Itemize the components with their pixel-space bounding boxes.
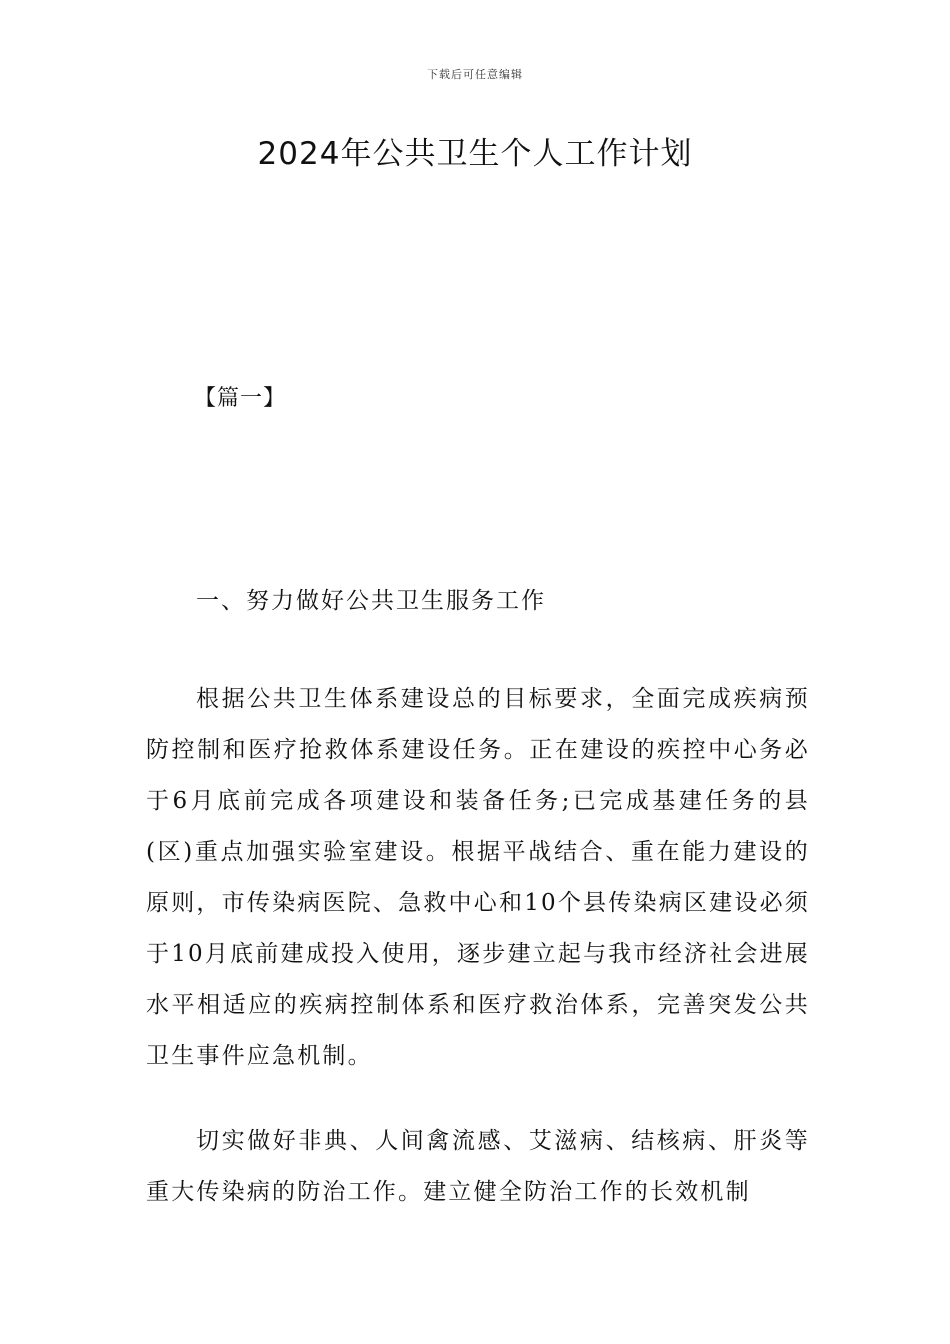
document-title: 2024年公共卫生个人工作计划 <box>257 136 693 172</box>
section-heading: 一、努力做好公共卫生服务工作 <box>196 588 546 614</box>
body-paragraph: 根据公共卫生体系建设总的目标要求，全面完成疾病预防控制和医疗抢救体系建设任务。正在建设的疾控中心务必于6月底前完成各项建设和装备任务;已完成基建任务的县(区)重点加强实验室建设。根据平战结合、重在能力建设的原则，市传染病医院、急救中心和10个县传染病区建设必须于10月底前建成投入使用，逐步建立起与我市经济社会进展水平相适应的疾病控制体系和医疗救治体系，完善突发公共卫生事件应急机制。 <box>146 686 810 1069</box>
section-tag: 【篇一】 <box>194 386 287 411</box>
header-note: 下载后可任意编辑 <box>427 68 523 81</box>
body-paragraph: 切实做好非典、人间禽流感、艾滋病、结核病、肝炎等重大传染病的防治工作。建立健全防治工作的长效机制 <box>146 1128 810 1205</box>
